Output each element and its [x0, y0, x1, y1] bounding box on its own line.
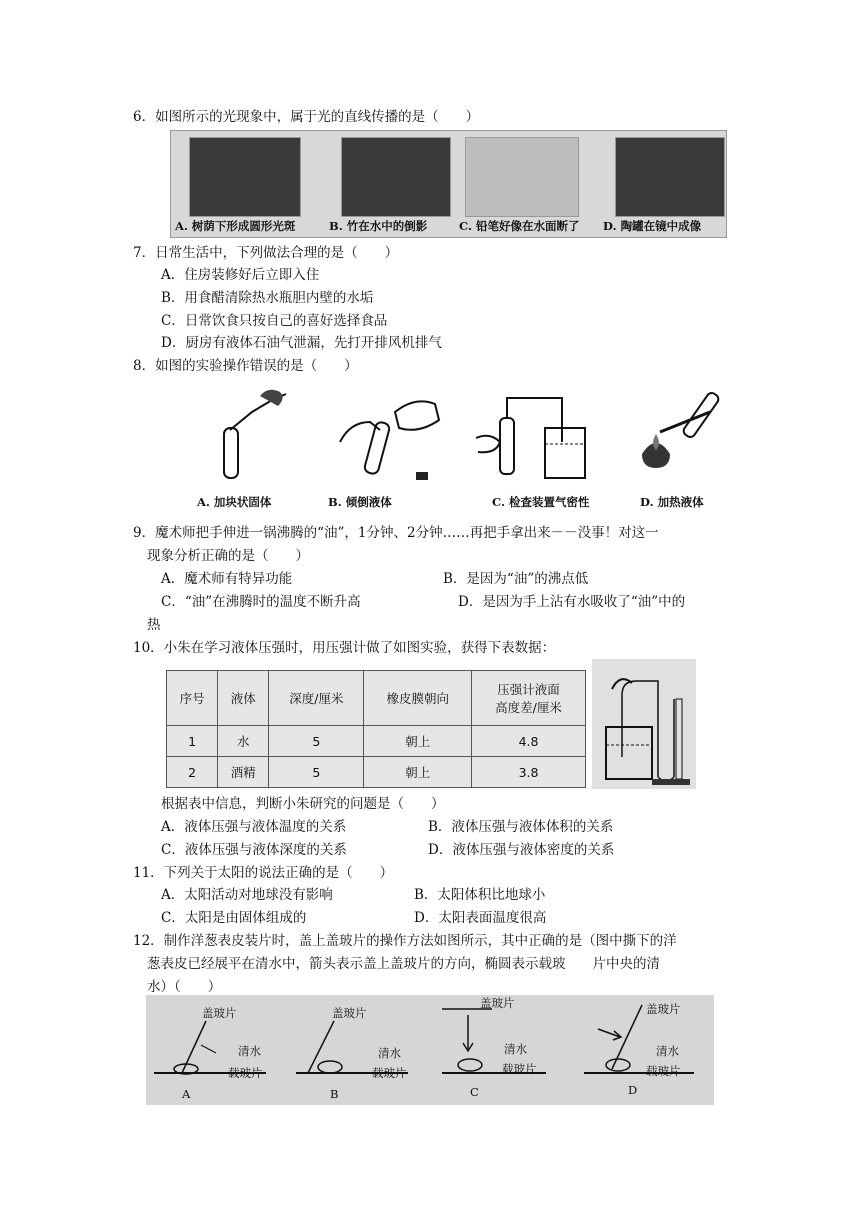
- q12-stem-line2: 葱表皮已经展平在清水中，箭头表示盖上盖玻片的方向，椭圆表示载玻 片中央的清: [147, 956, 660, 972]
- q6-photo-c: [465, 137, 579, 217]
- q7-stem: 7．日常生活中，下列做法合理的是（ ）: [133, 245, 399, 261]
- q10-option-d: D．液体压强与液体密度的关系: [428, 842, 615, 858]
- q8-caption-c: C. 检查装置气密性: [492, 495, 590, 509]
- q10-stem: 10．小朱在学习液体压强时，用压强计做了如图实验，获得下表数据：: [133, 640, 556, 656]
- q12-letter-c: C: [470, 1085, 479, 1099]
- table-header-row: [167, 671, 586, 726]
- q10-question: 根据表中信息，判断小朱研究的问题是（ ）: [161, 796, 445, 812]
- q7-option-c: C．日常饮食只按自己的喜好选择食品: [161, 313, 388, 329]
- q12-figure: [146, 995, 714, 1105]
- q6-caption-d: D. 陶罐在镜中成像: [603, 219, 702, 233]
- table-row: [167, 757, 586, 788]
- q10-option-a: A．液体压强与液体温度的关系: [161, 819, 347, 835]
- q7-option-b: B．用食醋清除热水瓶胆内壁的水垢: [161, 290, 374, 306]
- table-cell: 朝上: [364, 757, 472, 788]
- table-cell: 5: [269, 726, 364, 757]
- q10-pressure-gauge-figure: [592, 659, 696, 789]
- q12-d-water-label: 清水: [656, 1044, 679, 1058]
- q8-drawing-c: [476, 398, 585, 478]
- q11-option-b: B．太阳体积比地球小: [414, 887, 546, 903]
- q12-b-slide-label: 载玻片: [372, 1066, 407, 1080]
- q12-c-slide-label: 载玻片: [502, 1062, 537, 1076]
- q10-option-b: B．液体压强与液体体积的关系: [428, 819, 614, 835]
- q12-stem-line3: 水）（ ）: [147, 979, 222, 995]
- header-line: 高度差/厘米: [495, 700, 562, 716]
- q6-stem: 6．如图所示的光现象中，属于光的直线传播的是（ ）: [133, 109, 480, 125]
- q9-stem-line1: 9．魔术师把手伸进一锅沸腾的“油”，1分钟、2分钟……再把手拿出来－－没事！对这一: [133, 525, 659, 541]
- header-cell: 橡皮膜朝向: [364, 671, 472, 726]
- q12-a-slide-label: 载玻片: [228, 1066, 263, 1080]
- table-cell: 酒精: [218, 757, 269, 788]
- q9-stem-line2: 现象分析正确的是（ ）: [147, 548, 309, 564]
- header-cell: 液体: [218, 671, 269, 726]
- q6-photo-b: [341, 137, 451, 217]
- q12-c-water-label: 清水: [504, 1042, 527, 1056]
- table-cell: 朝上: [364, 726, 472, 757]
- q10-option-c: C．液体压强与液体深度的关系: [161, 842, 347, 858]
- table-row: [167, 726, 586, 757]
- header-cell: [472, 671, 586, 726]
- q12-d-slide-label: 载玻片: [646, 1064, 681, 1078]
- q9-option-a: A．魔术师有特异功能: [161, 571, 293, 587]
- table-cell: 2: [167, 757, 218, 788]
- q8-caption-a: A. 加块状固体: [197, 495, 272, 509]
- q11-option-c: C．太阳是由固体组成的: [161, 910, 307, 926]
- q9-option-d: D．是因为手上沾有水吸收了“油”中的: [458, 594, 686, 610]
- q6-photo-d: [615, 137, 725, 217]
- header-cell: 深度/厘米: [269, 671, 364, 726]
- q6-photo-a: [189, 137, 301, 217]
- q12-b-cover-label: 盖玻片: [332, 1006, 367, 1020]
- q12-c-cover-label: 盖玻片: [480, 996, 515, 1010]
- q8-figure: [190, 382, 730, 482]
- table-cell: 5: [269, 757, 364, 788]
- header-line: 压强计液面: [497, 682, 560, 698]
- q7-option-a: A．住房装修好后立即入住: [161, 267, 320, 283]
- q11-stem: 11．下列关于太阳的说法正确的是（ ）: [133, 865, 394, 881]
- q6-caption-a: A. 树荫下形成圆形光斑: [175, 219, 296, 233]
- q12-letter-b: B: [330, 1087, 339, 1101]
- q7-option-d: D．厨房有液体石油气泄漏，先打开排风机排气: [161, 335, 442, 351]
- q12-a-water-label: 清水: [238, 1044, 261, 1058]
- q12-b-water-label: 清水: [378, 1046, 401, 1060]
- q8-drawing-d: [642, 391, 720, 468]
- header-cell: 序号: [167, 671, 218, 726]
- table-cell: 1: [167, 726, 218, 757]
- q12-d-cover-label: 盖玻片: [646, 1002, 681, 1016]
- table-cell: 3.8: [472, 757, 586, 788]
- q6-figure: [170, 130, 727, 238]
- q9-option-c: C．“油”在沸腾时的温度不断升高: [161, 594, 361, 610]
- q10-data-table: [166, 670, 586, 788]
- q8-drawing-b: [340, 401, 439, 480]
- table-cell: 水: [218, 726, 269, 757]
- q11-option-d: D．太阳表面温度很高: [414, 910, 547, 926]
- q8-caption-d: D. 加热液体: [640, 495, 704, 509]
- q8-stem: 8．如图的实验操作错误的是（ ）: [133, 358, 358, 374]
- q12-a-cover-label: 盖玻片: [202, 1006, 237, 1020]
- q9-option-d-cont: 热: [147, 617, 161, 633]
- q8-caption-b: B. 倾倒液体: [328, 495, 392, 509]
- q12-letter-a: A: [182, 1087, 191, 1101]
- q12-stem-line1: 12．制作洋葱表皮装片时，盖上盖玻片的操作方法如图所示，其中正确的是（图中撕下的洋: [133, 933, 677, 949]
- table-cell: 4.8: [472, 726, 586, 757]
- q12-letter-d: D: [628, 1083, 638, 1097]
- q8-drawing-a: [224, 390, 286, 478]
- q6-caption-b: B. 竹在水中的倒影: [329, 219, 428, 233]
- q6-caption-c: C. 铅笔好像在水面断了: [459, 219, 580, 233]
- q11-option-a: A．太阳活动对地球没有影响: [161, 887, 333, 903]
- q9-option-b: B．是因为“油”的沸点低: [443, 571, 589, 587]
